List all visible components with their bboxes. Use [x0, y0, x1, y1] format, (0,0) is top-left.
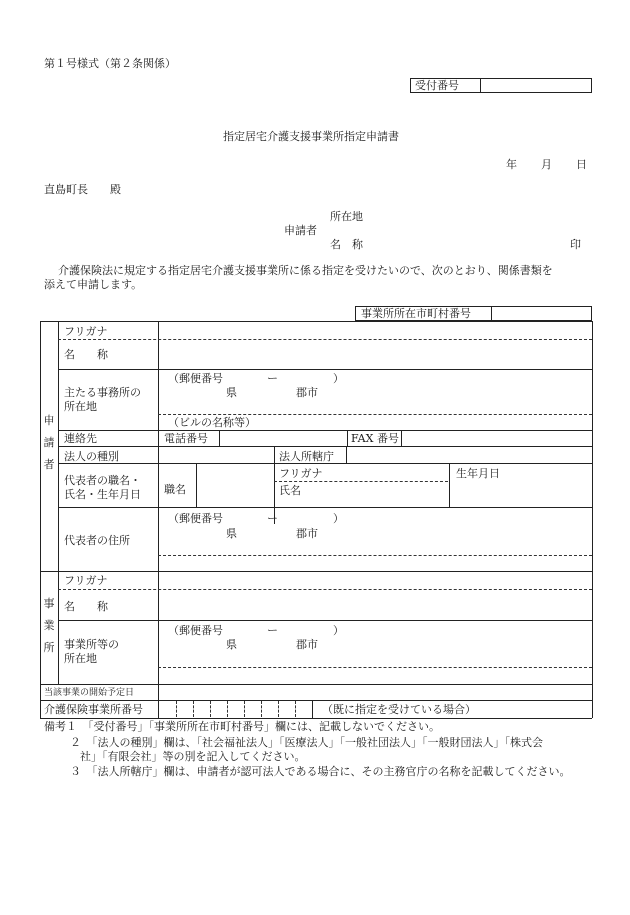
note-2b: 社」「有限会社」等の別を記入してください。: [80, 750, 306, 763]
addressee: 直島町長 殿: [44, 183, 121, 196]
office-address-label-2b: 所在地: [64, 652, 97, 665]
already-designated-note: （既に指定を受けている場合）: [322, 703, 476, 716]
corp-authority-field[interactable]: [348, 447, 590, 462]
receipt-number-label: 受付番号: [415, 79, 459, 92]
date-month: 月: [541, 158, 552, 171]
phone-label: 電話番号: [164, 432, 208, 445]
rep-label-2: 氏名・生年月日: [64, 488, 141, 501]
municipality-code-field[interactable]: [494, 307, 590, 319]
rep-city: 郡市: [296, 527, 318, 540]
municipality-code-label: 事業所所在市町村番号: [361, 307, 471, 320]
rep-pref: 県: [226, 527, 237, 540]
rep-address-field[interactable]: [160, 509, 590, 553]
applicant-furigana-field[interactable]: [160, 322, 590, 338]
applicant-name-field[interactable]: [160, 341, 590, 367]
corp-authority-label: 法人所轄庁: [279, 450, 334, 463]
insurance-number-field[interactable]: [160, 701, 310, 716]
applicant-pref: 県: [226, 386, 237, 399]
birthdate-field[interactable]: [451, 481, 590, 505]
office-name-label: 名 称: [64, 600, 108, 613]
applicant-section-label: 申 請 者: [43, 414, 55, 471]
rep-name-field[interactable]: [305, 483, 446, 505]
rep-title-label: 職名: [164, 483, 186, 496]
office-address-label-1: 主たる事務所の: [64, 386, 141, 399]
office-city: 郡市: [296, 638, 318, 651]
applicant-address-field[interactable]: [160, 371, 590, 413]
office-address-field[interactable]: [160, 622, 590, 666]
office-postal: （郵便番号 ー ）: [168, 624, 344, 637]
note-3: ３ 「法人所轄庁」欄は、申請者が認可法人である場合に、その主務官庁の名称を記載してください。: [70, 765, 571, 778]
birthdate-label: 生年月日: [456, 467, 500, 480]
start-date-field[interactable]: [160, 685, 590, 699]
corp-type-field[interactable]: [160, 447, 272, 462]
applicant-building: （ビルの名称等）: [168, 416, 256, 429]
applicant-label: 申請者: [284, 224, 317, 237]
rep-label-1: 代表者の職名・: [64, 474, 141, 487]
applicant-name-row-label: 名 称: [64, 348, 108, 361]
office-section-label: 事 業 所: [43, 597, 55, 654]
office-address-label-1b: 事業所等の: [64, 638, 119, 651]
office-name-field[interactable]: [160, 591, 590, 617]
rep-title-field[interactable]: [198, 465, 272, 505]
receipt-number-field[interactable]: [483, 79, 589, 91]
applicant-furigana-label: フリガナ: [64, 325, 108, 338]
applicant-location-label: 所在地: [330, 210, 363, 223]
insurance-number-label: 介護保険事業所番号: [44, 703, 143, 716]
office-furigana-field[interactable]: [160, 572, 590, 588]
intro-line-1: 介護保険法に規定する指定居宅介護支援事業所に係る指定を受けたいので、次のとおり、関係書類を: [58, 264, 553, 277]
office-pref: 県: [226, 638, 237, 651]
office-furigana-label: フリガナ: [64, 574, 108, 587]
start-date-label: 当該事業の開始予定日: [44, 688, 135, 698]
document-title: 指定居宅介護支援事業所指定申請書: [223, 130, 399, 143]
note-1: 備考１ 「受付番号」「事業所所在市町村番号」欄には、記載しないでください。: [44, 720, 440, 733]
applicant-city: 郡市: [296, 386, 318, 399]
rep-postal: （郵便番号 ー ）: [168, 512, 344, 525]
fax-field[interactable]: [403, 431, 590, 445]
date-year: 年: [506, 158, 517, 171]
applicant-postal: （郵便番号 ー ）: [168, 372, 344, 385]
form-number: 第１号様式（第２条関係）: [44, 57, 176, 70]
seal-mark: 印: [570, 238, 581, 251]
intro-line-2: 添えて申請します。: [44, 278, 143, 291]
note-2a: ２ 「法人の種別」欄は、「社会福祉法人」「医療法人」「一般社団法人」「一般財団法人」「株式会: [70, 736, 543, 749]
contact-label: 連絡先: [64, 432, 97, 445]
applicant-name-label: 名 称: [330, 238, 363, 251]
phone-field[interactable]: [221, 431, 345, 445]
rep-furigana-label: フリガナ: [279, 467, 323, 480]
corp-type-label: 法人の種別: [64, 450, 119, 463]
office-address-label-2: 所在地: [64, 400, 97, 413]
rep-name-label: 氏名: [279, 484, 301, 497]
fax-label: FAX 番号: [351, 432, 399, 445]
rep-address-label: 代表者の住所: [64, 534, 130, 547]
date-day: 日: [576, 158, 587, 171]
